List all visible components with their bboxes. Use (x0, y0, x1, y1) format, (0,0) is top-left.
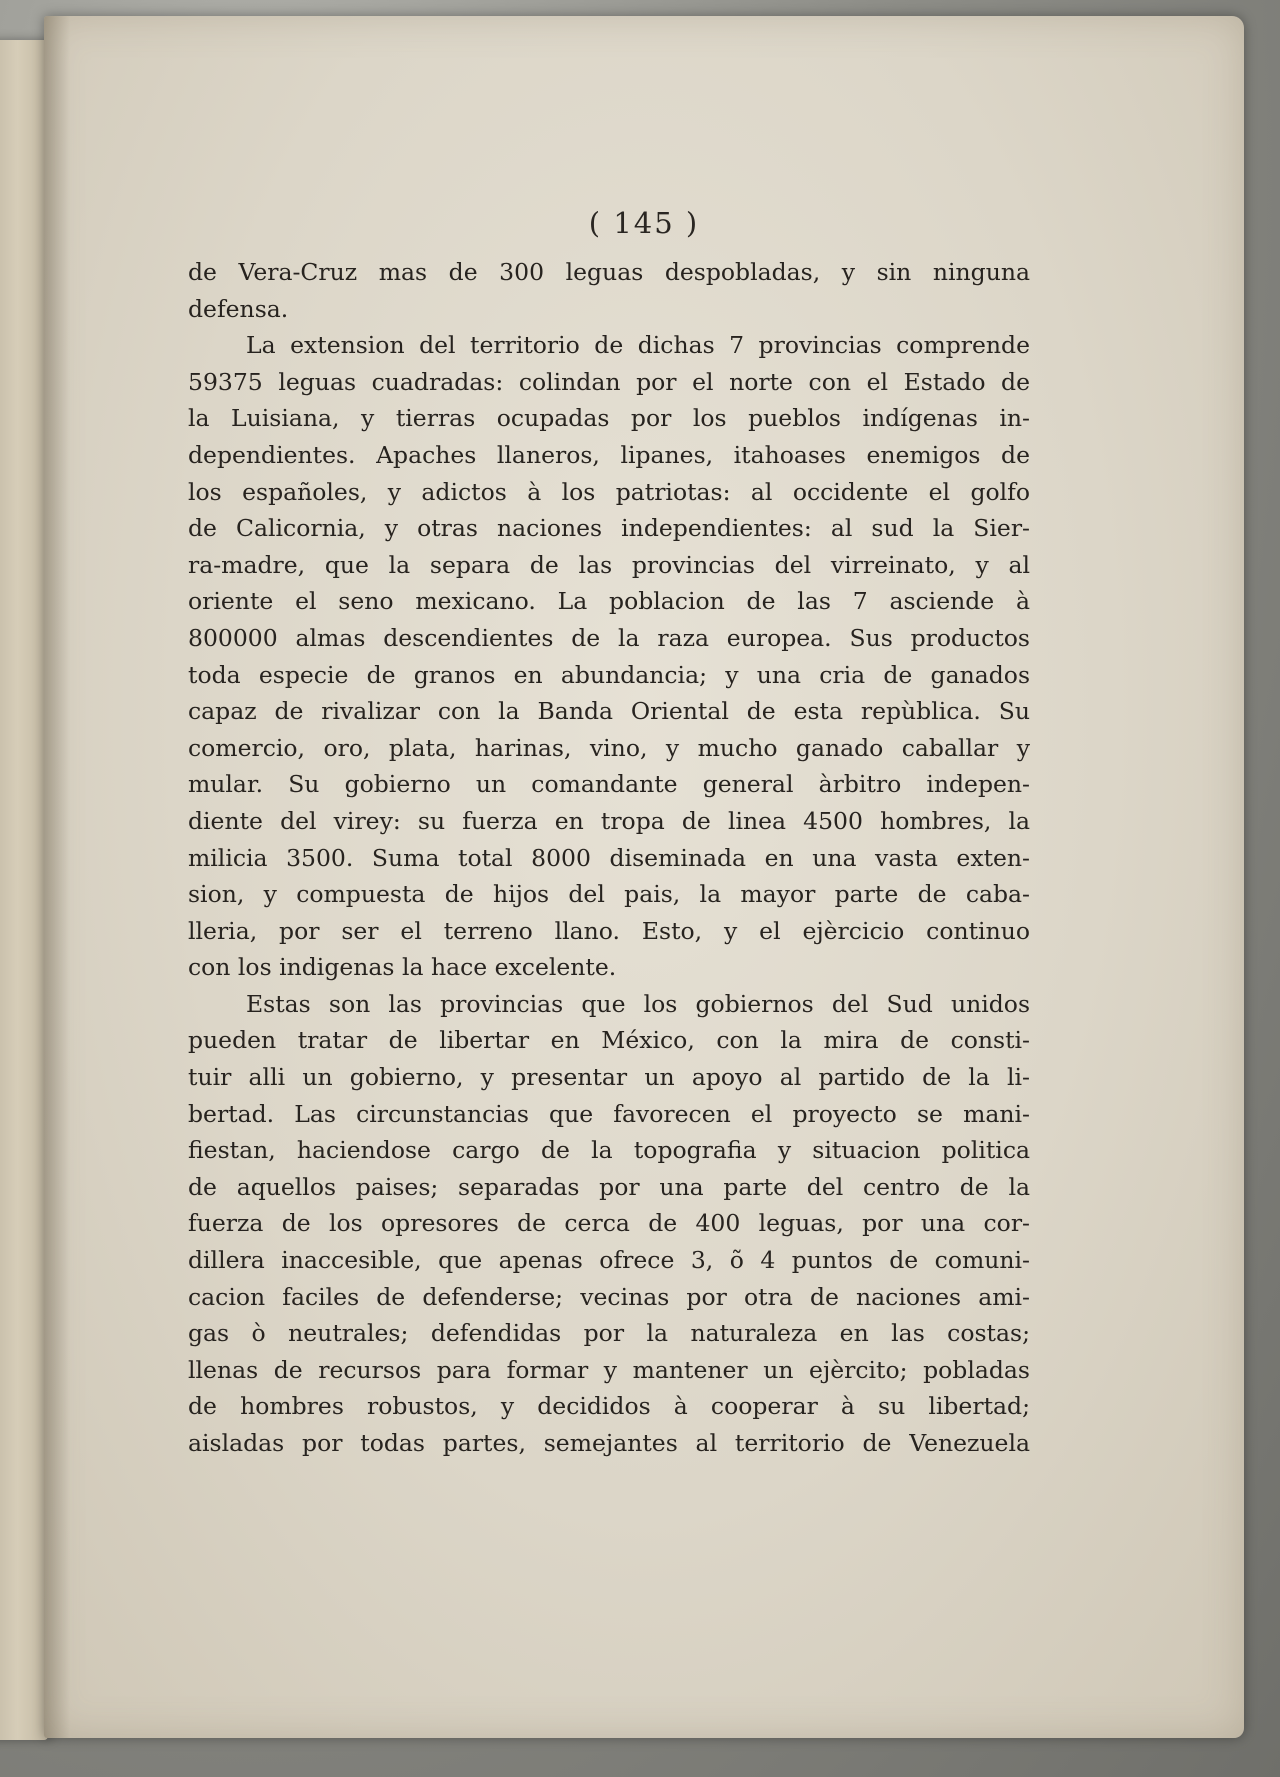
text-line: 800000 almas descendientes de la raza europea. Sus productos (188, 623, 1030, 652)
text-line: bertad. Las circunstancias que favorecen el proyecto se mani- (188, 1099, 1030, 1128)
text-line: llenas de recursos para formar y mantener un ejèrcito; pobladas (188, 1355, 1030, 1384)
text-line: diente del virey: su fuerza en tropa de linea 4500 hombres, la (188, 806, 1030, 835)
text-line: comercio, oro, plata, harinas, vino, y mucho ganado caballar y (188, 733, 1030, 762)
text-line: La extension del territorio de dichas 7 provincias comprende (246, 331, 1030, 360)
text-line: mular. Su gobierno un comandante general àrbitro indepen- (188, 770, 1030, 799)
text-line: los españoles, y adictos à los patriotas: al occidente el golfo (188, 477, 1030, 506)
page-number: ( 145 ) (588, 206, 700, 240)
text-line: lleria, por ser el terreno llano. Esto, y el ejèrcicio continuo (188, 916, 1030, 945)
text-line: pueden tratar de libertar en México, con la mira de consti- (188, 1026, 1030, 1055)
text-line: de aquellos paises; separadas por una parte del centro de la (188, 1172, 1030, 1201)
text-line: con los indigenas la hace excelente. (188, 953, 617, 982)
text-line: la Luisiana, y tierras ocupadas por los pueblos indígenas in- (188, 404, 1030, 433)
text-line: aisladas por todas partes, semejantes al territorio de Venezuela (188, 1429, 1030, 1457)
text-line: defensa. (188, 294, 289, 323)
text-line: 59375 leguas cuadradas: colindan por el norte con el Estado de (188, 367, 1030, 396)
text-line: fiestan, haciendose cargo de la topografia y situacion politica (188, 1136, 1030, 1165)
text-line: fuerza de los opresores de cerca de 400 leguas, por una cor- (188, 1209, 1030, 1238)
text-line: toda especie de granos en abundancia; y una cria de ganados (188, 660, 1030, 689)
text-line: de hombres robustos, y decididos à cooperar à su libertad; (188, 1392, 1030, 1421)
body-text (188, 254, 1030, 1462)
text-line: tuir alli un gobierno, y presentar un apoyo al partido de la li- (188, 1063, 1030, 1092)
text-line: gas ò neutrales; defendidas por la naturaleza en las costas; (188, 1319, 1030, 1348)
text-line: ra-madre, que la separa de las provincias del virreinato, y al (188, 550, 1030, 579)
facing-page-edge (0, 40, 48, 1740)
book-page (44, 16, 1244, 1738)
text-line: dillera inaccesible, que apenas ofrece 3, õ 4 puntos de comuni- (188, 1246, 1030, 1275)
text-line: Estas son las provincias que los gobiernos del Sud unidos (246, 989, 1030, 1018)
text-line: capaz de rivalizar con la Banda Oriental de esta repùblica. Su (188, 697, 1030, 726)
text-line: cacion faciles de defenderse; vecinas por otra de naciones ami- (188, 1282, 1030, 1311)
text-line: de Vera-Cruz mas de 300 leguas despobladas, y sin ninguna (188, 258, 1030, 286)
text-line: de Calicornia, y otras naciones independientes: al sud la Sier- (188, 514, 1030, 543)
text-line: milicia 3500. Suma total 8000 diseminada en una vasta exten- (188, 843, 1030, 872)
text-line: sion, y compuesta de hijos del pais, la mayor parte de caba- (188, 880, 1030, 909)
text-line: dependientes. Apaches llaneros, lipanes, itahoases enemigos de (188, 440, 1030, 469)
text-line: oriente el seno mexicano. La poblacion de las 7 asciende à (188, 587, 1030, 616)
